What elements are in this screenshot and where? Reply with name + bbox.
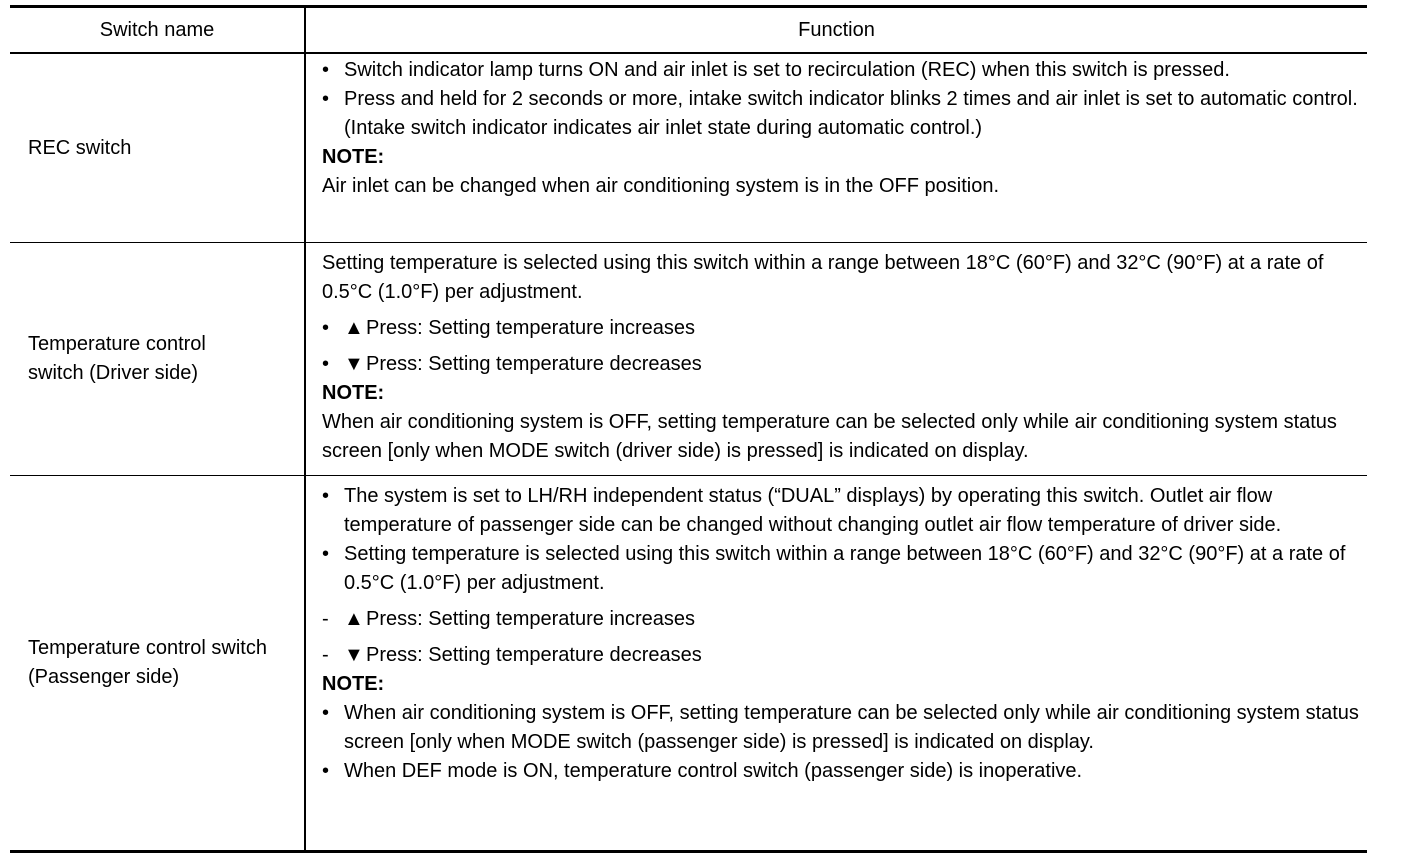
switch-name-cell: Temperature control switch (Driver side) [10, 243, 306, 475]
down-triangle-icon: ▼ [344, 644, 364, 666]
bullet-mark: • [322, 760, 330, 782]
bullet-mark: • [322, 543, 330, 565]
bullet-mark: • [322, 88, 330, 110]
list-item [322, 482, 1359, 540]
switch-name-cell: REC switch [10, 54, 306, 242]
bullet-text: Switch indicator lamp turns ON and air inlet is set to recirculation (REC) when this switch is pressed. [344, 59, 1230, 81]
bullet-mark: • [322, 702, 330, 724]
bullet-text: Press: Setting temperature decreases [366, 353, 702, 375]
bullet-mark: • [322, 317, 330, 339]
list-item [322, 540, 1359, 598]
bullet-mark: • [322, 59, 330, 81]
switch-function-table [10, 5, 1367, 853]
note-text: Air inlet can be changed when air conditioning system is in the OFF position. [322, 175, 1000, 197]
list-item [322, 56, 1359, 85]
bullet-mark: • [322, 353, 330, 375]
switch-name-cell: Temperature control switch (Passenger side) [10, 476, 306, 850]
bullet-text: Press: Setting temperature increases [366, 317, 696, 339]
table-row-temp-driver [10, 243, 1367, 476]
function-cell [306, 476, 1367, 850]
bullet-text: Press: Setting temperature increases [366, 608, 696, 630]
table-header [10, 8, 1367, 54]
note-text: When air conditioning system is OFF, setting temperature can be selected only while air conditioning system status screen [only when MODE switch (driver side) is pressed] is indicated on display. [322, 411, 1337, 462]
bullet-text: The system is set to LH/RH independent status (“DUAL” displays) by operating this switch. Outlet air flow temperature of passenger side can be changed without changing outlet air flow temperature of driver side. [344, 485, 1282, 536]
note-label: NOTE: [322, 382, 385, 404]
up-triangle-icon: ▲ [344, 608, 364, 630]
bullet-mark: • [322, 485, 330, 507]
table-row-temp-passenger [10, 476, 1367, 850]
table-row-rec-switch [10, 54, 1367, 243]
bullet-text: Press and held for 2 seconds or more, intake switch indicator blinks 2 times and air inlet is set to automatic control. (Intake switch indicator indicates air inlet state during automatic control.) [344, 88, 1358, 139]
header-function: Function [798, 18, 875, 41]
list-item [322, 699, 1359, 757]
function-cell [306, 243, 1367, 475]
bullet-text: Press: Setting temperature decreases [366, 644, 702, 666]
dash-mark: - [322, 608, 329, 630]
function-cell [306, 54, 1367, 242]
header-switch-name: Switch name [10, 8, 306, 52]
list-item [322, 314, 1359, 343]
note-text: When DEF mode is ON, temperature control switch (passenger side) is inoperative. [344, 760, 1083, 782]
dash-mark: - [322, 644, 329, 666]
down-triangle-icon: ▼ [344, 353, 364, 375]
list-item [322, 605, 1359, 634]
up-triangle-icon: ▲ [344, 317, 364, 339]
bullet-text: Setting temperature is selected using this switch within a range between 18°C (60°F) and 32°C (90°F) at a rate of 0.5°C (1.0°F) per adjustment. [344, 543, 1346, 594]
list-item [322, 757, 1359, 786]
intro-text: Setting temperature is selected using this switch within a range between 18°C (60°F) and 32°C (90°F) at a rate of 0.5°C (1.0°F) per adjustment. [322, 252, 1324, 303]
list-item [322, 85, 1359, 143]
note-label: NOTE: [322, 146, 385, 168]
list-item [322, 350, 1359, 379]
note-text: When air conditioning system is OFF, setting temperature can be selected only while air conditioning system status screen [only when MODE switch (passenger side) is pressed] is indicated on display. [344, 702, 1359, 753]
list-item [322, 641, 1359, 670]
note-label: NOTE: [322, 673, 385, 695]
